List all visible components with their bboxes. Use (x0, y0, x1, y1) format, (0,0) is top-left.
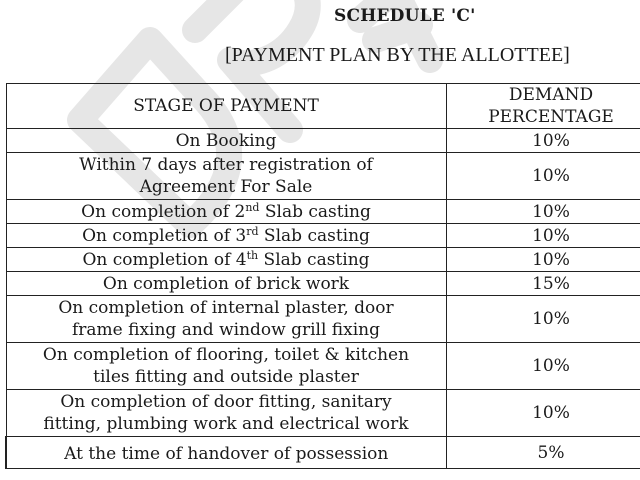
percent-cell: 15% (446, 272, 640, 296)
stage-line2: tiles fitting and outside plaster (93, 367, 359, 387)
schedule-title: SCHEDULE 'C' (334, 6, 476, 26)
percent-cell: 10% (446, 153, 640, 200)
table-row (6, 248, 640, 272)
demand-header-line2: PERCENTAGE (488, 107, 614, 127)
stage-cell: On completion of brick work (6, 272, 446, 296)
percent-cell: 10% (446, 200, 640, 224)
stage-line1: On completion of flooring, toilet & kitchen (42, 345, 410, 365)
percent-cell: 10% (446, 343, 640, 390)
table-row (6, 153, 640, 200)
percent-cell: 10% (446, 296, 640, 343)
stage-text: On completion of 3 (82, 225, 247, 246)
table-row (6, 437, 640, 469)
table-header-row (6, 84, 640, 129)
ordinal-suffix: th (246, 248, 259, 262)
stage-text: On completion of 4 (82, 249, 247, 270)
table-row (6, 390, 640, 437)
stage-cell (6, 437, 446, 469)
ordinal-suffix: nd (245, 200, 260, 214)
stage-cell (6, 248, 446, 272)
payment-schedule-table (5, 83, 640, 469)
table-row (6, 296, 640, 343)
percent-cell: 5% (446, 437, 640, 469)
stage-line1: Within 7 days after registration of (79, 155, 373, 175)
demand-header-line1: DEMAND (508, 85, 594, 105)
stage-line2: frame fixing and window grill fixing (71, 320, 381, 340)
ordinal-suffix: rd (246, 224, 259, 238)
table-row (6, 343, 640, 390)
stage-line1: On completion of internal plaster, door (58, 298, 394, 318)
stage-text: At the time of handover of possession (64, 444, 389, 464)
table-row (6, 129, 640, 153)
table-row (6, 272, 640, 296)
payment-plan-subtitle: [PAYMENT PLAN BY THE ALLOTTEE] (225, 44, 570, 66)
table-row (6, 224, 640, 248)
stage-text-end: Slab casting (258, 225, 370, 246)
stage-line2: Agreement For Sale (139, 177, 313, 197)
table-row (6, 200, 640, 224)
stage-text: On completion of 2 (81, 201, 246, 222)
stage-cell (6, 343, 446, 390)
stage-line1: On completion of door fitting, sanitary (60, 392, 392, 412)
stage-cell (6, 200, 446, 224)
percent-cell: 10% (446, 224, 640, 248)
stage-line2: fitting, plumbing work and electrical work (43, 414, 409, 434)
stage-cell (6, 296, 446, 343)
stage-cell (6, 224, 446, 248)
stage-text-end: Slab casting (258, 249, 370, 270)
stage-text-end: Slab casting (259, 201, 371, 222)
stage-cell (6, 153, 446, 200)
percent-cell: 10% (446, 248, 640, 272)
stage-cell (6, 390, 446, 437)
percent-cell: 10% (446, 390, 640, 437)
demand-percentage-header (446, 84, 640, 129)
stage-of-payment-header: STAGE OF PAYMENT (6, 84, 446, 129)
stage-cell: On Booking (6, 129, 446, 153)
percent-cell: 10% (446, 129, 640, 153)
